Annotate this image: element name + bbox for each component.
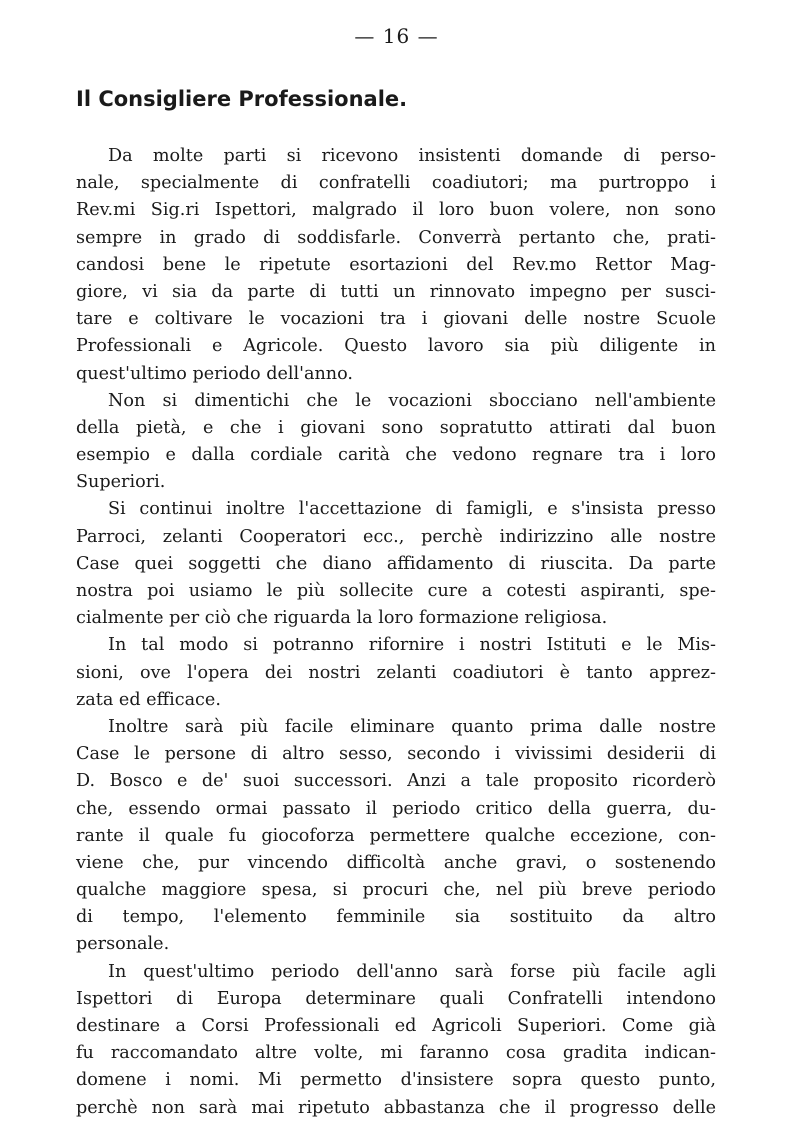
text-line: Case quei soggetti che diano affidamento di riuscita. Da parte (76, 553, 716, 574)
text-line: esempio e dalla cordiale carità che vedono regnare tra i loro (76, 445, 716, 466)
text-line: Ispettori di Europa determinare quali Confratelli intendono (76, 988, 716, 1009)
text-line: della pietà, e che i giovani sono sopratutto attirati dal buon (76, 417, 716, 438)
text-line: che, essendo ormai passato il periodo critico della guerra, du- (76, 798, 716, 819)
text-line: candosi bene le ripetute esortazioni del Rev.mo Rettor Mag- (76, 254, 716, 275)
text-line: sempre in grado di soddisfarle. Converrà pertanto che, prati- (76, 227, 716, 248)
text-line: destinare a Corsi Professionali ed Agricoli Superiori. Come già (76, 1016, 716, 1036)
text-line: Da molte parti si ricevono insistenti domande di perso- (108, 146, 716, 166)
text-line: di tempo, l'elemento femminile sia sostituito da altro (76, 907, 716, 928)
section-heading: Il Consigliere Professionale. (76, 87, 408, 111)
text-line: nostra poi usiamo le più sollecite cure a cotesti aspiranti, spe- (76, 581, 716, 601)
text-line: zata ed efficace. (76, 689, 221, 710)
text-line: Case le persone di altro sesso, secondo i vivissimi desiderii di (76, 744, 716, 765)
text-line: Inoltre sarà più facile eliminare quanto prima dalle nostre (108, 716, 716, 737)
text-line: Rev.mi Sig.ri Ispettori, malgrado il loro buon volere, non sono (76, 200, 716, 221)
page-number: — 16 — (354, 24, 439, 48)
text-line: Superiori. (76, 472, 166, 493)
text-line: sioni, ove l'opera dei nostri zelanti coadiutori è tanto apprez- (76, 662, 716, 683)
text-line: Si continui inoltre l'accettazione di famigli, e s'insista presso (108, 499, 716, 520)
text-line: rante il quale fu giocoforza permettere qualche eccezione, con- (76, 825, 716, 846)
text-line: qualche maggiore spesa, si procuri che, nel più breve periodo (76, 880, 716, 901)
text-line: D. Bosco e de' suoi successori. Anzi a tale proposito ricorderò (76, 771, 716, 792)
text-line: In tal modo si potranno rifornire i nostri Istituti e le Mis- (108, 635, 716, 656)
text-line: In quest'ultimo periodo dell'anno sarà forse più facile agli (108, 961, 716, 982)
text-line: tare e coltivare le vocazioni tra i giovani delle nostre Scuole (76, 309, 716, 330)
text-line: Professionali e Agricole. Questo lavoro sia più diligente in (76, 336, 716, 357)
text-line: perchè non sarà mai ripetuto abbastanza che il progresso delle (76, 1097, 716, 1118)
text-line: quest'ultimo periodo dell'anno. (76, 363, 354, 384)
text-line: giore, vi sia da parte di tutti un rinnovato impegno per susci- (76, 281, 716, 302)
text-line: Non si dimentichi che le vocazioni sbocciano nell'ambiente (108, 390, 716, 411)
text-line: viene che, pur vincendo difficoltà anche gravi, o sostenendo (76, 852, 716, 873)
text-line: nale, specialmente di confratelli coadiutori; ma purtroppo i (76, 173, 716, 194)
text-line: fu raccomandato altre volte, mi faranno cosa gradita indican- (76, 1043, 716, 1064)
text-line: cialmente per ciò che riguarda la loro formazione religiosa. (76, 608, 608, 629)
body-text (76, 143, 716, 1122)
text-line: domene i nomi. Mi permetto d'insistere sopra questo punto, (76, 1070, 716, 1091)
text-line: personale. (76, 934, 170, 955)
text-line: Parroci, zelanti Cooperatori ecc., perchè indirizzino alle nostre (76, 526, 716, 547)
